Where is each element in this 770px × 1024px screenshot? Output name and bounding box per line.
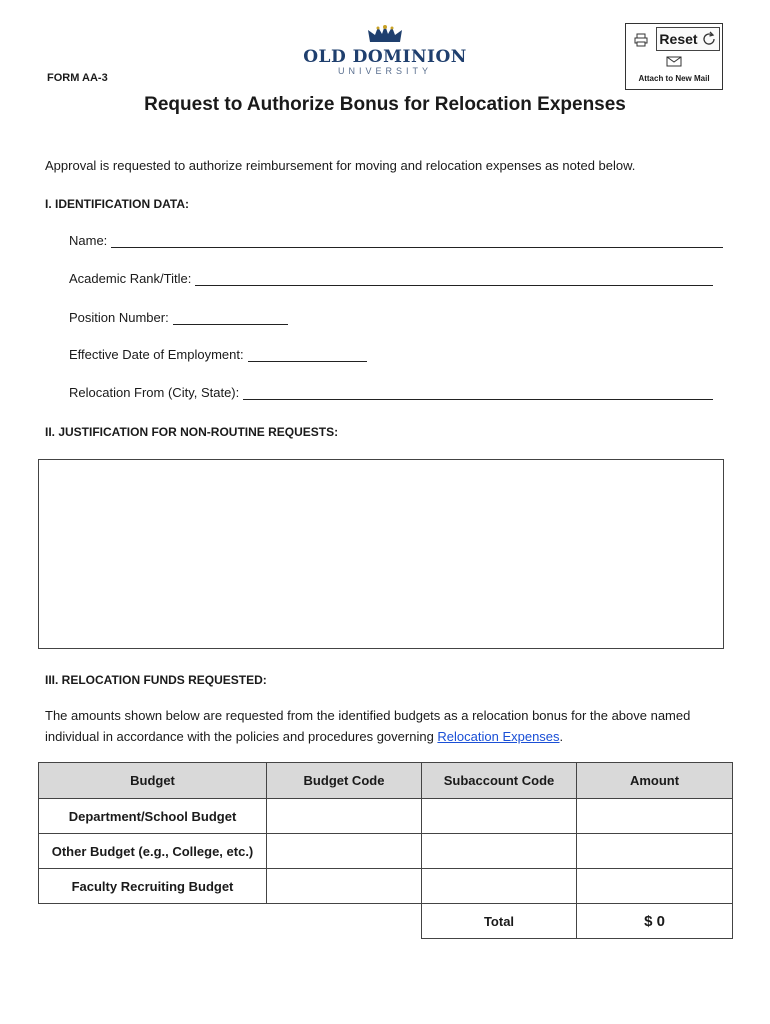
amount-cell[interactable] [577,799,733,834]
header-subaccount-code: Subaccount Code [422,763,577,799]
effective-date-label: Effective Date of Employment: [69,347,244,362]
subaccount-code-cell[interactable] [422,834,577,869]
relocation-from-label: Relocation From (City, State): [69,385,240,400]
mail-icon [666,55,682,67]
budget-table [38,762,733,939]
budget-name: Other Budget (e.g., College, etc.) [39,834,267,869]
rank-title-label: Academic Rank/Title: [69,271,192,286]
table-row [39,869,733,904]
subaccount-code-cell[interactable] [422,799,577,834]
amount-cell[interactable] [577,834,733,869]
print-icon [634,33,648,47]
position-number-label: Position Number: [69,310,169,325]
blank-cell [267,904,422,939]
name-label: Name: [69,233,108,248]
header-budget-code: Budget Code [267,763,422,799]
budget-name: Department/School Budget [39,799,267,834]
reset-button[interactable] [656,27,720,51]
funds-paragraph-end: . [559,729,564,744]
table-row [39,799,733,834]
section-justification-heading: II. JUSTIFICATION FOR NON-ROUTINE REQUESTS: [45,425,339,439]
rank-title-field [69,271,713,286]
page-title: Request to Authorize Bonus for Relocation Expenses [144,94,626,115]
name-input[interactable] [111,235,723,248]
blank-cell [39,904,267,939]
budget-code-cell[interactable] [267,834,422,869]
attach-mail-button[interactable] [628,54,720,88]
justification-textarea[interactable] [38,459,724,649]
budget-name: Faculty Recruiting Budget [39,869,267,904]
relocation-expenses-link[interactable]: Relocation Expenses [437,729,560,744]
relocation-from-input[interactable] [243,387,713,400]
reset-label: Reset [659,31,698,47]
form-id: FORM AA-3 [47,72,108,84]
print-button[interactable] [630,29,652,51]
budget-code-cell[interactable] [267,869,422,904]
name-field [69,233,723,248]
reset-refresh-icon [701,31,717,47]
section-identification-heading: I. IDENTIFICATION DATA: [45,197,189,211]
logo-sub: UNIVERSITY [337,66,432,76]
rank-title-input[interactable] [195,273,713,286]
mail-label: Attach to New Mail [638,74,710,83]
header-amount: Amount [577,763,733,799]
effective-date-input[interactable] [248,349,367,362]
form-actions [625,23,723,90]
intro-text: Approval is requested to authorize reimbursement for moving and relocation expenses as noted below. [45,158,636,173]
logo-name: OLD DOMINION [303,47,467,67]
university-logo [300,24,470,76]
total-row [39,904,733,939]
funds-paragraph [45,705,725,747]
total-label: Total [422,904,577,939]
amount-cell[interactable] [577,869,733,904]
table-row [39,834,733,869]
position-number-input[interactable] [173,312,288,325]
table-header-row [39,763,733,799]
crown-icon [366,24,404,44]
funds-paragraph-text: The amounts shown below are requested from the identified budgets as a relocation bonus for the above named individual in accordance with the policies and procedures governing [45,708,691,744]
relocation-from-field [69,385,713,400]
budget-code-cell[interactable] [267,799,422,834]
effective-date-field [69,347,367,362]
subaccount-code-cell[interactable] [422,869,577,904]
section-funds-heading: III. RELOCATION FUNDS REQUESTED: [45,673,267,687]
position-number-field [69,310,288,325]
total-amount: $ 0 [577,904,733,939]
header-budget: Budget [39,763,267,799]
